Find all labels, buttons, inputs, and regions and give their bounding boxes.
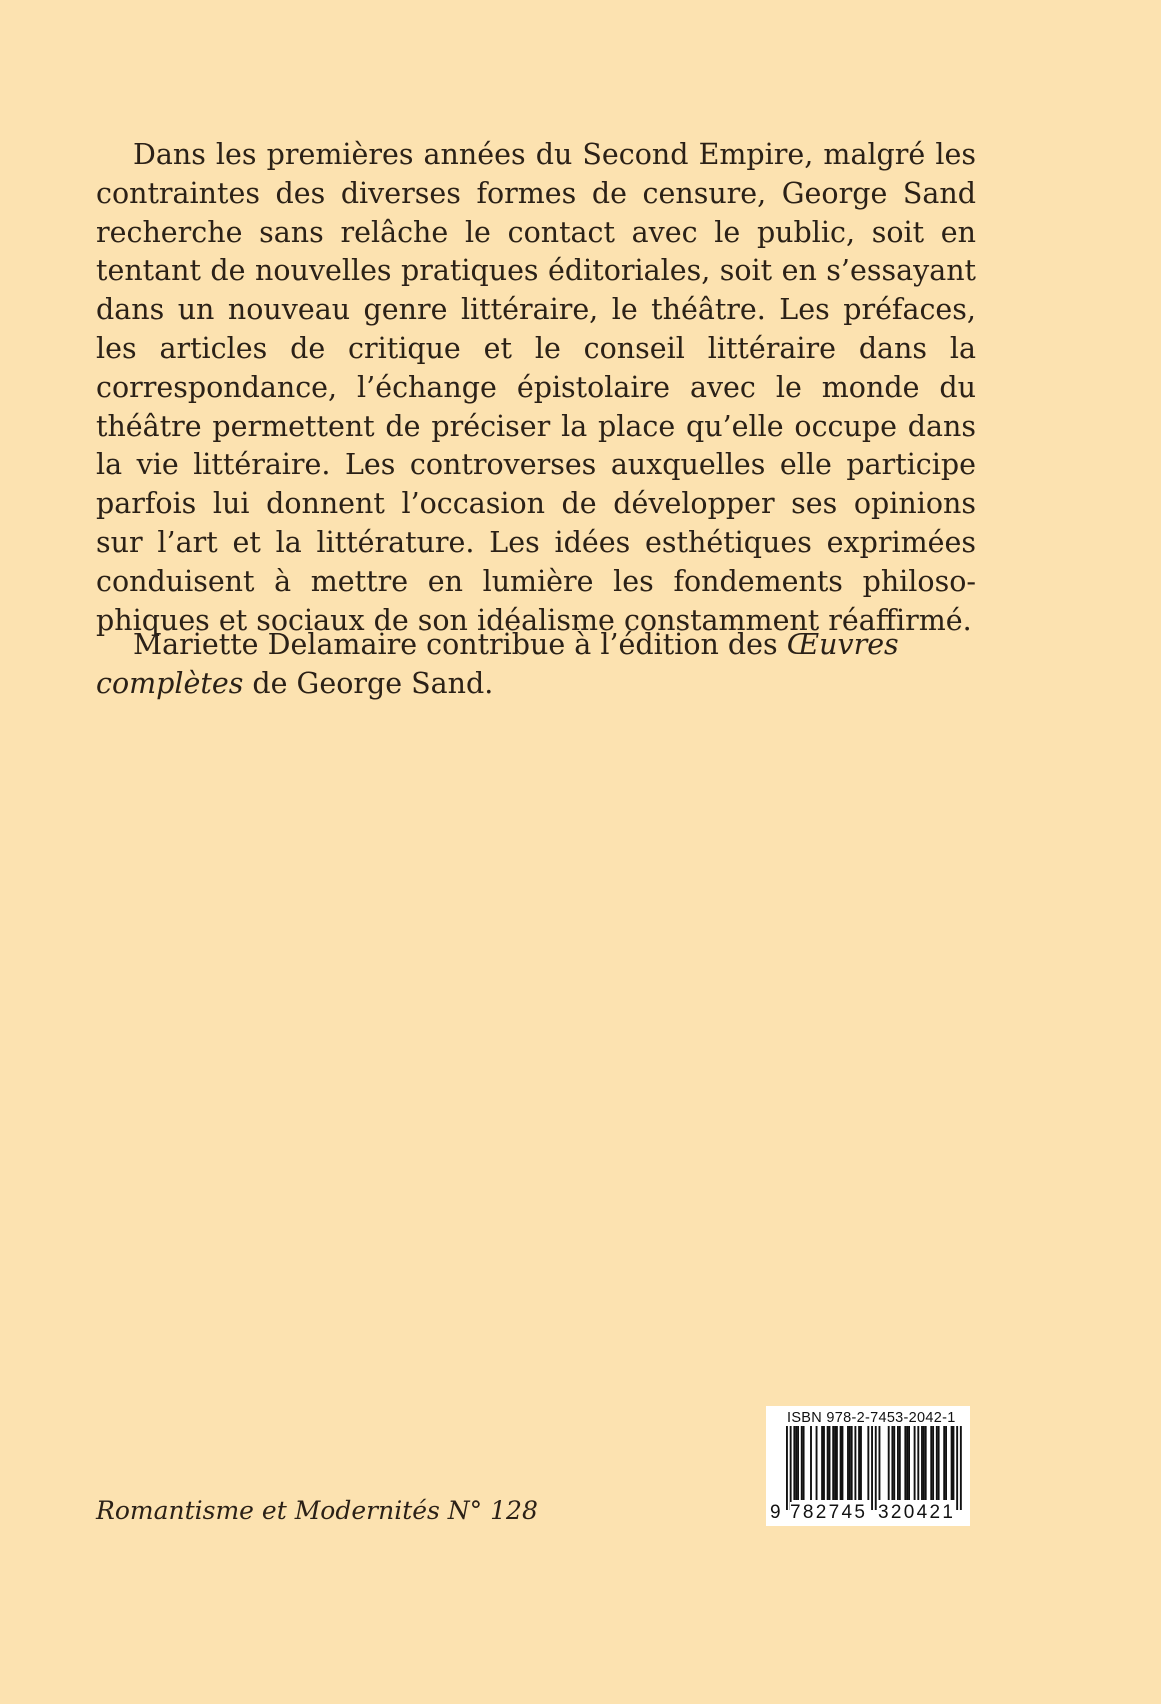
barcode-bar (921, 1426, 923, 1500)
barcode-bar (953, 1426, 955, 1500)
barcode-bar (917, 1426, 919, 1500)
barcode-bar (803, 1426, 805, 1500)
barcode-bar (801, 1426, 803, 1500)
barcode-bar (797, 1426, 799, 1500)
barcode-bar (904, 1426, 906, 1500)
isbn-label: ISBN 978-2-7453-2042-1 (787, 1410, 956, 1426)
barcode-bar (795, 1426, 797, 1500)
barcode-bar (879, 1426, 881, 1500)
author-note-text-end: de George Sand. (243, 666, 494, 700)
barcode-right-group: 320421 (878, 1502, 956, 1523)
barcode-bar (956, 1426, 958, 1510)
barcode-bar (888, 1426, 890, 1500)
barcode-bar (930, 1426, 932, 1500)
barcode-bar (936, 1426, 938, 1500)
barcode-bar (938, 1426, 940, 1500)
author-note-work-title: Œuvres complètes (96, 628, 899, 700)
barcode-bar (906, 1426, 908, 1500)
barcode-bar (821, 1426, 823, 1500)
barcode-bar (891, 1426, 893, 1500)
barcode-bar (945, 1426, 947, 1500)
barcode-bar (836, 1426, 838, 1500)
barcode-bar (793, 1426, 795, 1500)
barcode-bar (871, 1426, 873, 1510)
barcode-bar (823, 1426, 825, 1500)
barcode-bar (899, 1426, 901, 1500)
barcode-bar (925, 1426, 927, 1500)
author-note-text: Mariette Delamaire contribue à l’édition des (133, 628, 787, 661)
author-note (96, 626, 976, 704)
barcode-bar (847, 1426, 849, 1500)
summary-paragraph: Dans les premières années du Second Empire, malgré les contraintes des diverses formes de censure, George Sand recherche sans relâche le contact avec le public, soit en tentant de nouvelles pratiques éditoriales, soit en s’essayant dans un nouveau genre littéraire, le théâtre. Les préfaces, les articles de critique et le conseil littéraire dans la correspondance, l’échange épistolaire avec le monde du théâtre permettent de préciser la place qu’elle occupe dans la vie littéraire. Les controverses auxquelles elle participe parfois lui donnent l’occasion de développer ses opinions sur l’art et la littérature. Les idées esthétiques exprimées conduisent à mettre en lumière les fondements philosophiques et sociaux de son idéalisme constamment réaffirmé. (96, 138, 976, 637)
barcode-bar (860, 1426, 862, 1500)
barcode-bar (851, 1426, 853, 1500)
barcode-bar (854, 1426, 856, 1500)
barcode-bar (867, 1426, 869, 1500)
barcode-bar (923, 1426, 925, 1500)
series-label: Romantisme et Modernités N° 128 (96, 1496, 538, 1525)
barcode-bar (858, 1426, 860, 1500)
barcode-bar (893, 1426, 895, 1500)
barcode-bar (834, 1426, 836, 1500)
barcode-bar (951, 1426, 953, 1500)
barcode-bar (786, 1426, 788, 1510)
barcode-bar (875, 1426, 877, 1510)
barcode-bar (849, 1426, 851, 1500)
barcode-bar (816, 1426, 818, 1500)
barcode-digits (766, 1502, 970, 1524)
barcode-bar (810, 1426, 812, 1500)
barcode-bar (908, 1426, 910, 1500)
barcode-bar (932, 1426, 934, 1500)
barcode-bar (840, 1426, 842, 1500)
barcode-bar (829, 1426, 831, 1500)
barcode-bar (943, 1426, 945, 1500)
barcode-bar (827, 1426, 829, 1500)
barcode-first-digit: 9 (770, 1502, 783, 1523)
barcode-bar (832, 1426, 834, 1500)
barcode-bar (897, 1426, 899, 1500)
barcode-bar (842, 1426, 844, 1500)
barcode-left-group: 782745 (790, 1502, 868, 1523)
isbn-barcode (766, 1406, 970, 1526)
barcode-bars (766, 1426, 970, 1512)
barcode-bar (960, 1426, 962, 1510)
barcode-bar (790, 1426, 792, 1510)
barcode-bar (914, 1426, 916, 1500)
